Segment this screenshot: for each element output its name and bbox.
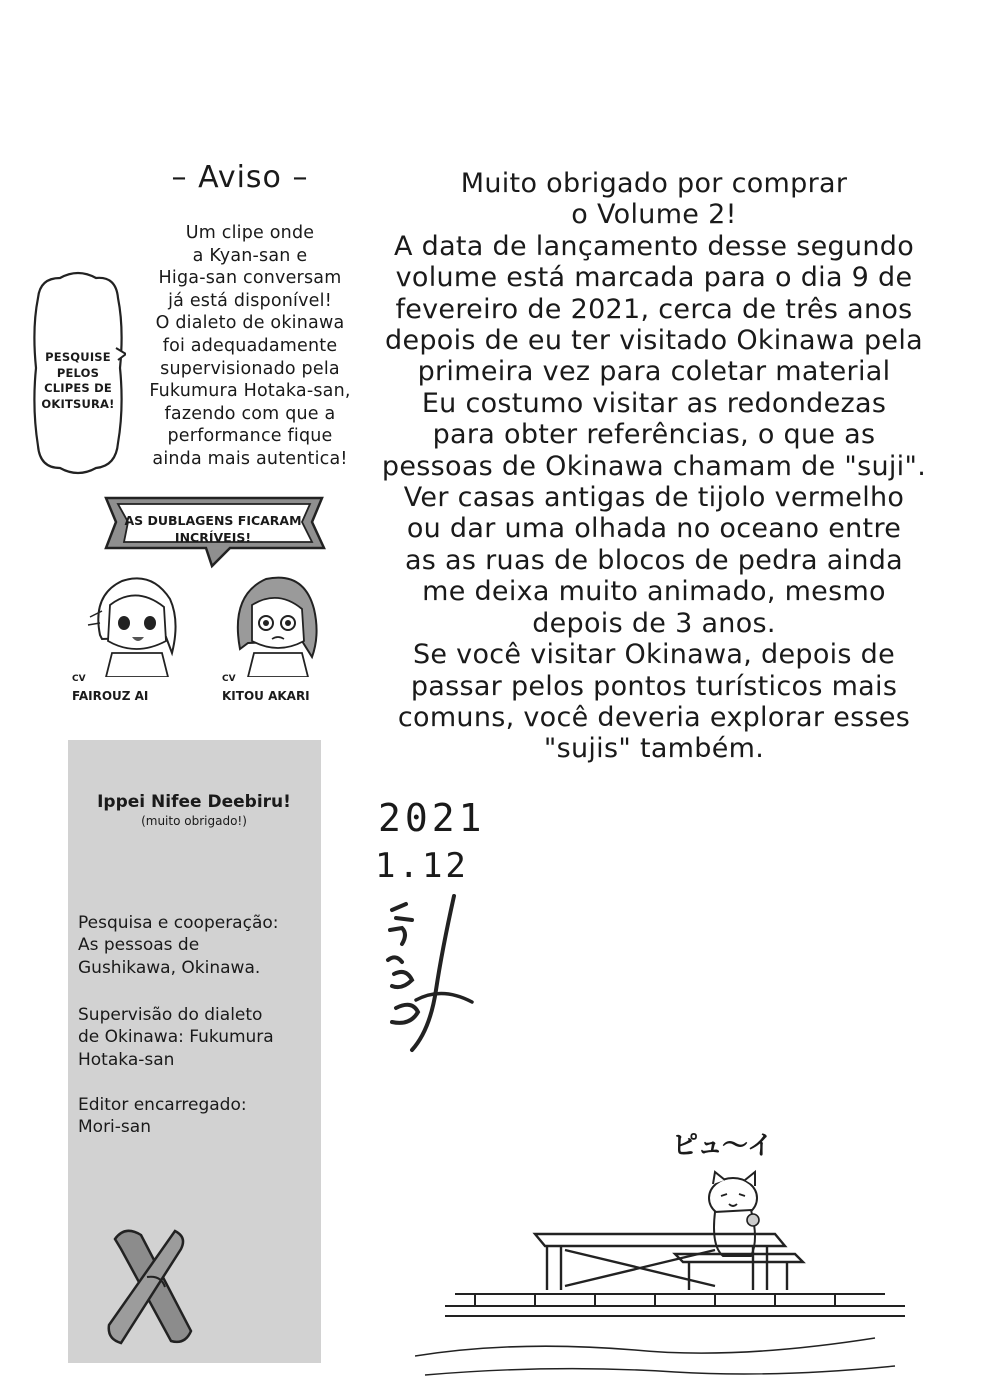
credits-thanks-translation: (muito obrigado!) xyxy=(141,814,247,828)
bench-cat-illustration xyxy=(415,1150,915,1385)
cat-figure xyxy=(709,1172,759,1256)
sound-effect-text: ピュ〜イ xyxy=(672,1131,773,1161)
cv-label: CV xyxy=(222,674,236,684)
banner-text: AS DUBLAGENS FICARAM INCRÍVEIS! xyxy=(124,513,302,545)
credit-research: Pesquisa e cooperação: As pessoas de Gushikawa, Okinawa. xyxy=(78,913,279,978)
ground xyxy=(415,1294,905,1375)
bubble-text: PESQUISE PELOS CLIPES DE OKITSURA! xyxy=(41,350,115,411)
signature-year: 2021 xyxy=(378,796,486,840)
cast-credit-1 xyxy=(72,666,192,704)
cast-name: FAIROUZ AI xyxy=(72,689,149,703)
cv-label: CV xyxy=(72,674,86,684)
credit-editor: Editor encarregado: Mori-san xyxy=(78,1095,247,1138)
author-message: Muito obrigado por comprar o Volume 2! A data de lançamento desse segundo volume está marcada para o dia 9 de fevereiro de 2021, cerca de três anos depois de eu ter visitado Okinawa pela primeira vez para coletar material Eu costumo visitar as redondezas para obter referências, o que as pessoas de Okinawa chamam de "suji". Ver casas antigas de tijolo vermelho ou dar uma olhada no oceano entre as as ruas de blocos de pedra ainda me deixa muito animado, mesmo depois de 3 anos. Se você visitar Okinawa, depois de passar pelos pontos turísticos mais comuns, você deveria explorar esses "sujis" também. xyxy=(381,168,927,765)
character-blonde-illustration xyxy=(82,565,190,677)
credit-dialect-supervision: Supervisão do dialeto de Okinawa: Fukumura Hotaka-san xyxy=(78,1005,274,1070)
character-brunette-illustration xyxy=(222,565,330,677)
bench xyxy=(535,1234,803,1290)
signature-date: 1.12 xyxy=(375,846,469,886)
notice-title: – Aviso – xyxy=(171,160,309,195)
cast-credit-2 xyxy=(222,666,342,704)
notice-body: Um clipe onde a Kyan-san e Higa-san conversam já está disponível! O dialeto de okinawa foi adequadamente supervisionado pela Fukumura Hotaka-san, fazendo com que a performance fique ainda mais autentica! xyxy=(149,223,351,469)
crossed-logo-icon xyxy=(95,1215,205,1355)
credits-thanks: Ippei Nifee Deebiru! xyxy=(97,792,291,812)
author-signature-mark xyxy=(372,890,482,1060)
cast-name: KITOU AKARI xyxy=(222,689,310,703)
